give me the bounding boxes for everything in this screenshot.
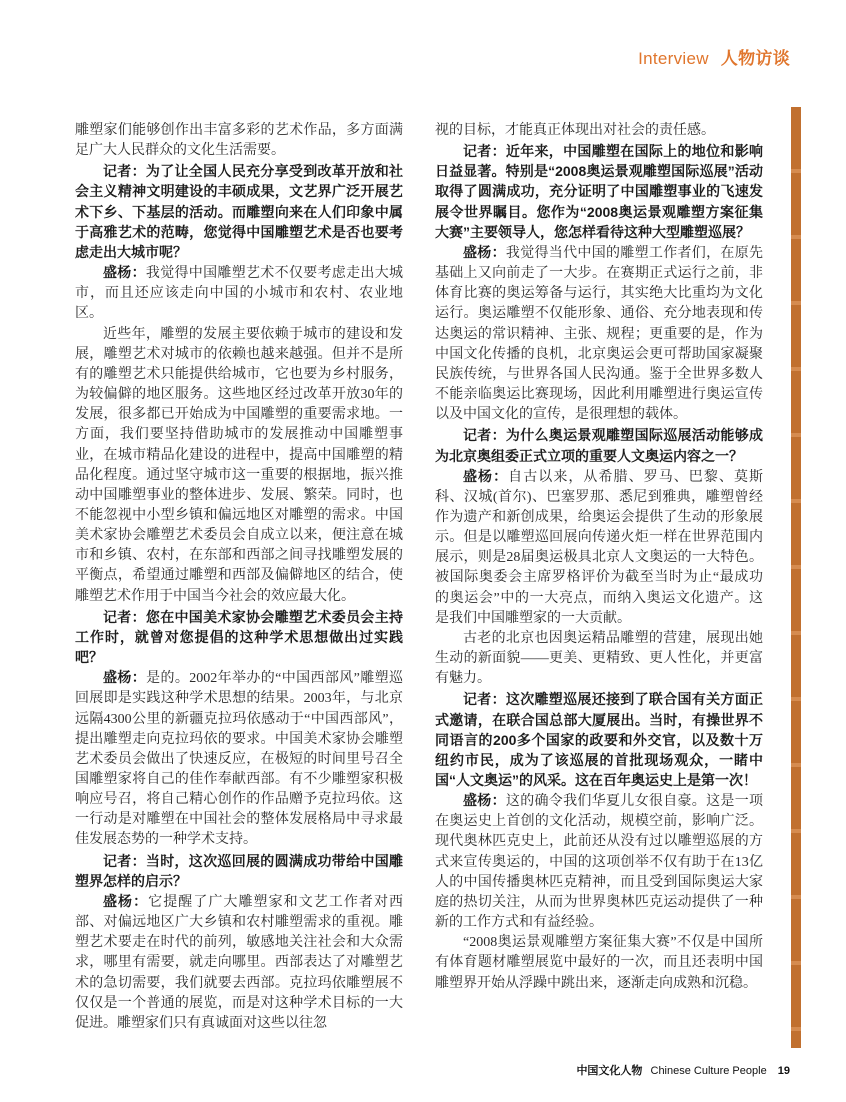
speaker-label: 盛杨： <box>103 264 146 281</box>
question-paragraph: 记者：为什么奥运景观雕塑国际巡展活动能够成为北京奥组委正式立项的重要人文奥运内容之一？ <box>435 427 764 464</box>
paragraph: 盛杨：自古以来，从希腊、罗马、巴黎、莫斯科、汉城(首尔)、巴塞罗那、悉尼到雅典，雕塑曾经作为遗产和新创成果，给奥运会提供了生动的形象展示。但是以雕塑巡回展向传递火炬一样在世界范围内展示，则是28届奥运极具北京人文奥运的一大特色。被国际奥委会主席罗格评价为截至当时为止“最成功的奥运会”中的一大亮点，而纳入奥运文化遗产。这是我们中国雕塑家的一大贡献。 <box>435 467 764 626</box>
right-margin-accent-bar <box>791 107 801 1048</box>
page-footer <box>576 1062 790 1078</box>
paragraph: 盛杨：是的。2002年举办的“中国西部风”雕塑巡回展即是实践这种学术思想的结果。2003年，与北京远隔4300公里的新疆克拉玛依感动于“中国西部风”，提出雕塑走向克拉玛依的要求。中国美术家协会雕塑艺术委员会做出了快速反应，在极短的时间里号召全国雕塑家将自己的佳作奉献西部。有不少雕塑家积极响应号召，将自己精心创作的作品赠予克拉玛依。这一行动是对雕塑在中国社会的整体发展格局中寻求最佳发展态势的一种学术支持。 <box>75 669 403 848</box>
paragraph: 古老的北京也因奥运精品雕塑的营建，展现出她生动的新面貌——更美、更精致、更人性化，并更富有魅力。 <box>435 630 763 687</box>
footer-brand-en: Chinese Culture People <box>650 1065 767 1077</box>
paragraph: 盛杨：我觉得中国雕塑艺术不仅要考虑走出大城市，而且还应该走向中国的小城市和农村、农业地区。 <box>75 264 404 322</box>
section-header-zh: 人物访谈 <box>720 49 790 68</box>
paragraph: “2008奥运景观雕塑方案征集大赛”不仅是中国所有体育题材雕塑展览中最好的一次，而且还表明中国雕塑界开始从浮躁中跳出来，逐渐走向成熟和沉稳。 <box>435 935 763 991</box>
speaker-label: 盛杨： <box>463 792 506 809</box>
paragraph: 雕塑家们能够创作出丰富多彩的艺术作品，多方面满足广大人民群众的文化生活需要。 <box>75 123 403 159</box>
article-left-column <box>75 121 403 1034</box>
paragraph: 盛杨：它提醒了广大雕塑家和文艺工作者对西部、对偏远地区广大乡镇和农村雕塑需求的重视。雕塑艺术要走在时代的前列，敏感地关注社会和大众需求，哪里有需要，就走向哪里。西部表达了对雕塑艺术的急切需要，我们就要去西部。克拉玛依雕塑展不仅仅是一个普通的展览，而是对这种学术目标的一大促进。雕塑家们只有真诚面对这些以往忽 <box>75 892 404 1031</box>
speaker-label: 盛杨： <box>103 669 147 686</box>
footer-page-number: 19 <box>777 1065 790 1077</box>
article-right-column <box>435 121 763 994</box>
question-paragraph: 记者：近年来，中国雕塑在国际上的地位和影响日益显著。特别是“2008奥运景观雕塑国际巡展”活动取得了圆满成功，充分证明了中国雕塑事业的飞速发展令世界瞩目。您作为“2008奥运景观雕塑方案征集大赛”主要领导人，您怎样看待这种大型雕塑巡展？ <box>435 143 764 240</box>
paragraph: 盛杨：我觉得当代中国的雕塑工作者们，在原先基础上又向前走了一大步。在赛期正式运行之前，非体育比赛的奥运筹备与运行，其实绝大比重均为文化运行。奥运雕塑不仅能形象、通俗、充分地表现和传达奥运的常识精神、主张、规程；更重要的是，作为中国文化传播的良机，北京奥运会更可帮助国家凝聚民族传统，与世界各国人民沟通。鉴于全世界多数人不能亲临奥运比赛现场，因此利用雕塑进行奥运宣传以及中国文化的宣传，是很理想的载体。 <box>435 243 764 423</box>
section-header <box>638 44 790 69</box>
speaker-label: 盛杨： <box>103 892 149 909</box>
paragraph: 视的目标，才能真正体现出对社会的责任感。 <box>435 123 715 138</box>
footer-brand-zh: 中国文化人物 <box>576 1065 643 1077</box>
speaker-label: 记者： <box>103 852 146 869</box>
speaker-label: 记者： <box>463 691 506 708</box>
section-header-en: Interview <box>638 49 709 68</box>
speaker-label: 记者： <box>463 143 506 160</box>
question-paragraph: 记者：为了让全国人民充分享受到改革开放和社会主义精神文明建设的丰硕成果，文艺界广泛开展艺术下乡、下基层的活动。而雕塑向来在人们印象中属于高雅艺术的范畴，您觉得中国雕塑艺术是否也要考虑走出大城市呢？ <box>75 163 404 260</box>
question-paragraph: 记者：您在中国美术家协会雕塑艺术委员会主持工作时，就曾对您提倡的这种学术思想做出过实践吧？ <box>75 608 404 666</box>
speaker-label: 盛杨： <box>463 243 506 260</box>
question-paragraph: 记者：当时，这次巡回展的圆满成功带给中国雕塑界怎样的启示？ <box>75 852 404 889</box>
question-paragraph: 记者：这次雕塑巡展还接到了联合国有关方面正式邀请，在联合国总部大厦展出。当时，有操世界不同语言的200多个国家的政要和外交官，以及数十万纽约市民，成为了该巡展的首批现场观众，一睹中国“人文奥运”的风采。这在百年奥运史上是第一次！ <box>435 691 764 788</box>
speaker-label: 记者： <box>103 608 146 625</box>
paragraph: 近些年，雕塑的发展主要依赖于城市的建设和发展，雕塑艺术对城市的依赖也越来越强。但并不是所有的雕塑艺术只能提供给城市，它也要为乡村服务，为较偏僻的地区服务。这些地区经过改革开放30年的发展，很多都已开始成为中国雕塑的重要需求地。一方面，我们要坚持借助城市的发展推动中国雕塑事业，在城市精品化建设的进程中，提高中国雕塑的精品化程度。通过坚守城市这一重要的根据地，振兴推动中国雕塑事业的整体进步、发展、繁荣。同时，也不能忽视中小型乡镇和偏远地区对雕塑的需求。中国美术家协会雕塑艺术委员会自成立以来，便注意在城市和乡镇、农村，在东部和西部之间寻找雕塑发展的平衡点，希望通过雕塑和西部及偏僻地区的结合，使雕塑艺术作用于中国当今社会的效应最大化。 <box>75 326 403 604</box>
speaker-label: 记者： <box>463 427 506 444</box>
speaker-label: 盛杨： <box>463 467 509 484</box>
paragraph: 盛杨：这的确令我们华夏儿女很自豪。这是一项在奥运史上首创的文化活动，规模空前，影响广泛。现代奥林匹克史上，此前还从没有过以雕塑巡展的方式来宣传奥运的，中国的这项创举不仅有助于在13亿人的中国传播奥林匹克精神，而且受到国际奥运大家庭的热切关注，从而为世界奥林匹克运动提供了一种新的工作方式和有益经验。 <box>435 792 764 931</box>
speaker-label: 记者： <box>103 163 146 180</box>
